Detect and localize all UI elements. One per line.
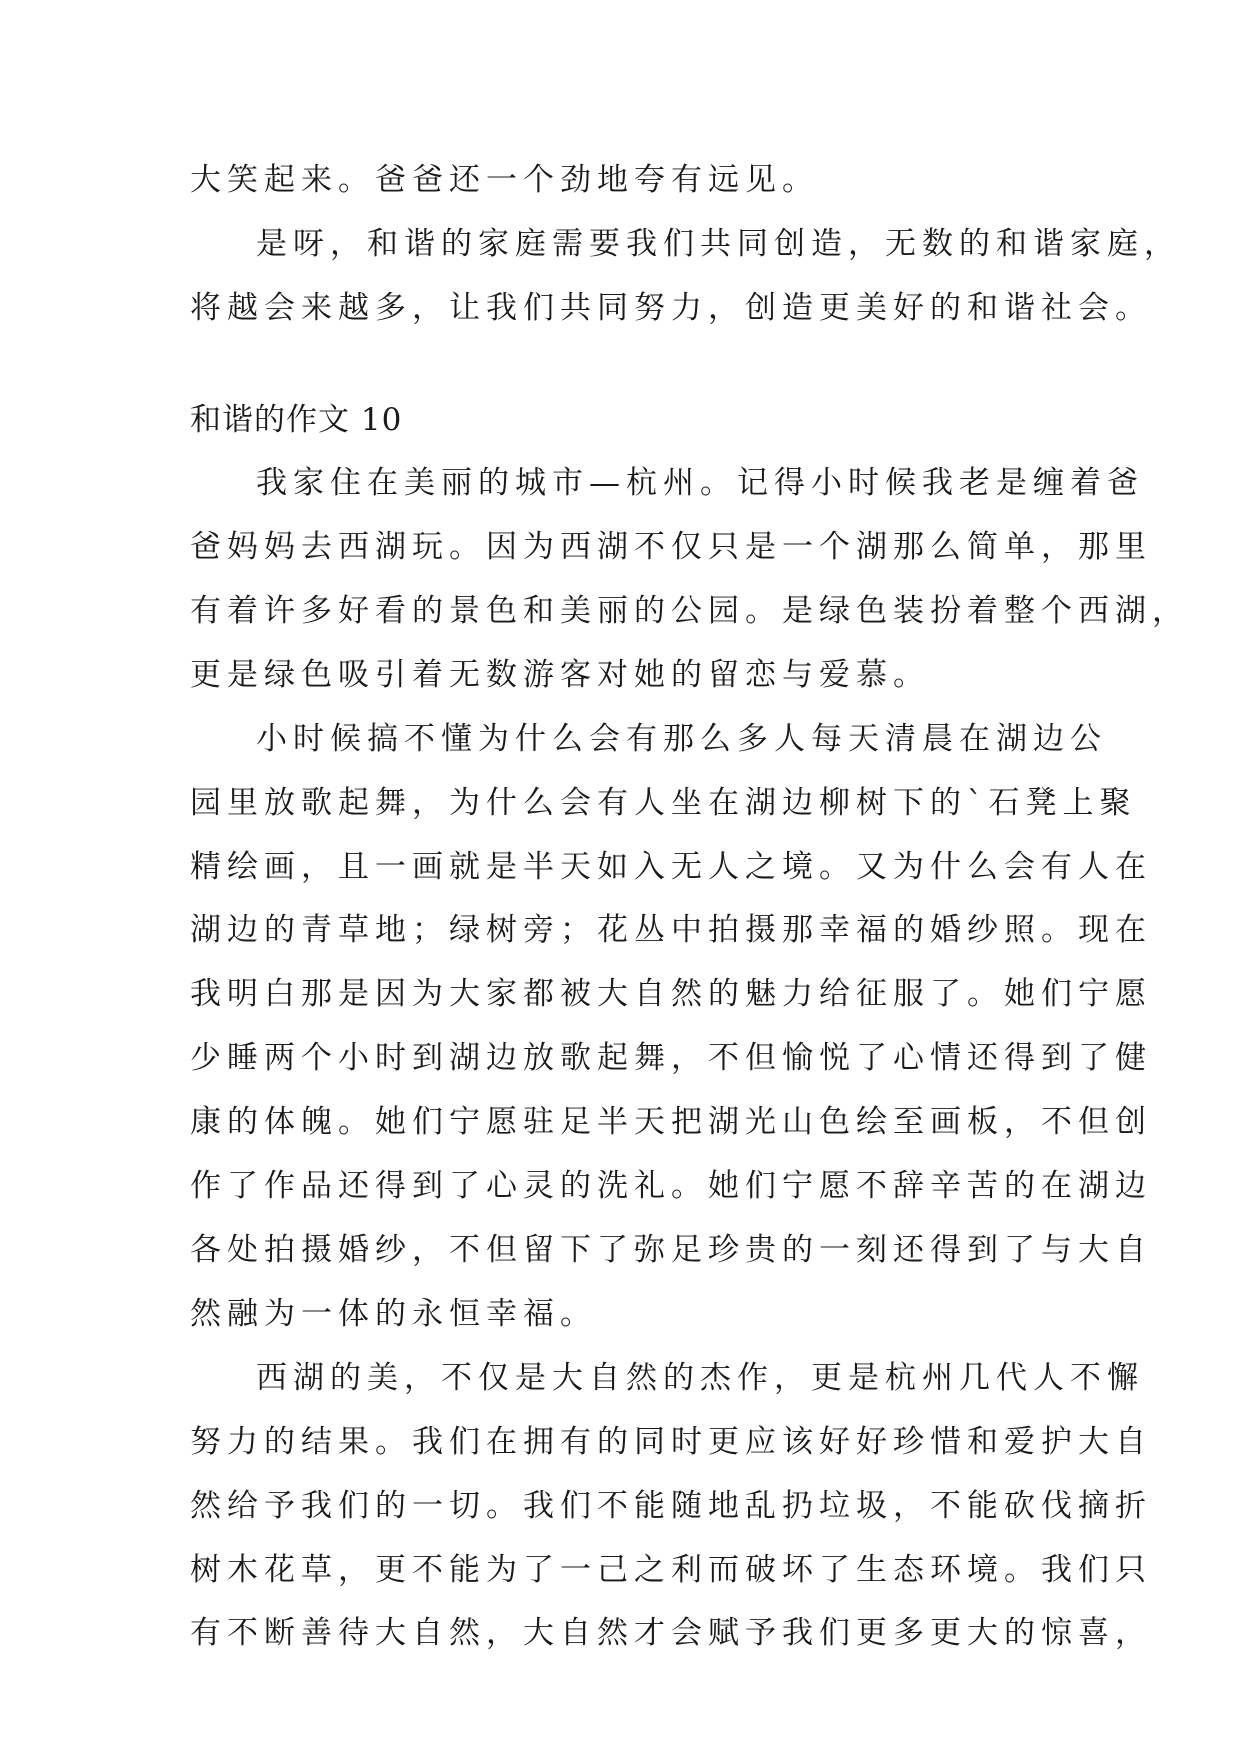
- paragraph-first-line: 是呀，和谐的家庭需要我们共同创造，无数的和谐家庭，: [256, 226, 1181, 262]
- text-line: 将越会来越多，让我们共同努力，创造更美好的和谐社会。: [190, 290, 1152, 326]
- paragraph-first-line: 我家住在美丽的城市—杭州。记得小时候我老是缠着爸: [256, 465, 1144, 501]
- text-line: 爸妈妈去西湖玩。因为西湖不仅只是一个湖那么简单，那里: [190, 529, 1152, 565]
- paragraph-first-line: 西湖的美，不仅是大自然的杰作，更是杭州几代人不懈: [256, 1360, 1144, 1396]
- text-line: 有着许多好看的景色和美丽的公园。是绿色装扮着整个西湖，: [190, 593, 1189, 629]
- paragraph-first-line: 小时候搞不懂为什么会有那么多人每天清晨在湖边公: [256, 721, 1107, 757]
- text-line: 树木花草，更不能为了一己之利而破坏了生态环境。我们只: [190, 1552, 1152, 1588]
- text-line: 各处拍摄婚纱，不但留下了弥足珍贵的一刻还得到了与大自: [190, 1232, 1152, 1268]
- text-line: 少睡两个小时到湖边放歌起舞，不但愉悦了心情还得到了健: [190, 1040, 1152, 1076]
- text-line: 康的体魄。她们宁愿驻足半天把湖光山色绘至画板，不但创: [190, 1104, 1152, 1140]
- text-line: 努力的结果。我们在拥有的同时更应该好好珍惜和爱护大自: [190, 1424, 1152, 1460]
- text-line: 然给予我们的一切。我们不能随地乱扔垃圾，不能砍伐摘折: [190, 1488, 1152, 1524]
- text-line: 作了作品还得到了心灵的洗礼。她们宁愿不辞辛苦的在湖边: [190, 1168, 1152, 1204]
- text-line: 大笑起来。爸爸还一个劲地夸有远见。: [190, 162, 819, 198]
- text-line: 然融为一体的永恒幸福。: [190, 1296, 597, 1332]
- section-heading: 和谐的作文 10: [190, 402, 403, 438]
- text-line: 更是绿色吸引着无数游客对她的留恋与爱慕。: [190, 657, 930, 693]
- text-line: 有不断善待大自然，大自然才会赋予我们更多更大的惊喜，: [190, 1615, 1152, 1651]
- text-line: 精绘画，且一画就是半天如入无人之境。又为什么会有人在: [190, 849, 1152, 885]
- text-line: 园里放歌起舞，为什么会有人坐在湖边柳树下的`石凳上聚: [190, 785, 1137, 821]
- text-line: 我明白那是因为大家都被大自然的魅力给征服了。她们宁愿: [190, 976, 1152, 1012]
- text-line: 湖边的青草地；绿树旁；花丛中拍摄那幸福的婚纱照。现在: [190, 912, 1152, 948]
